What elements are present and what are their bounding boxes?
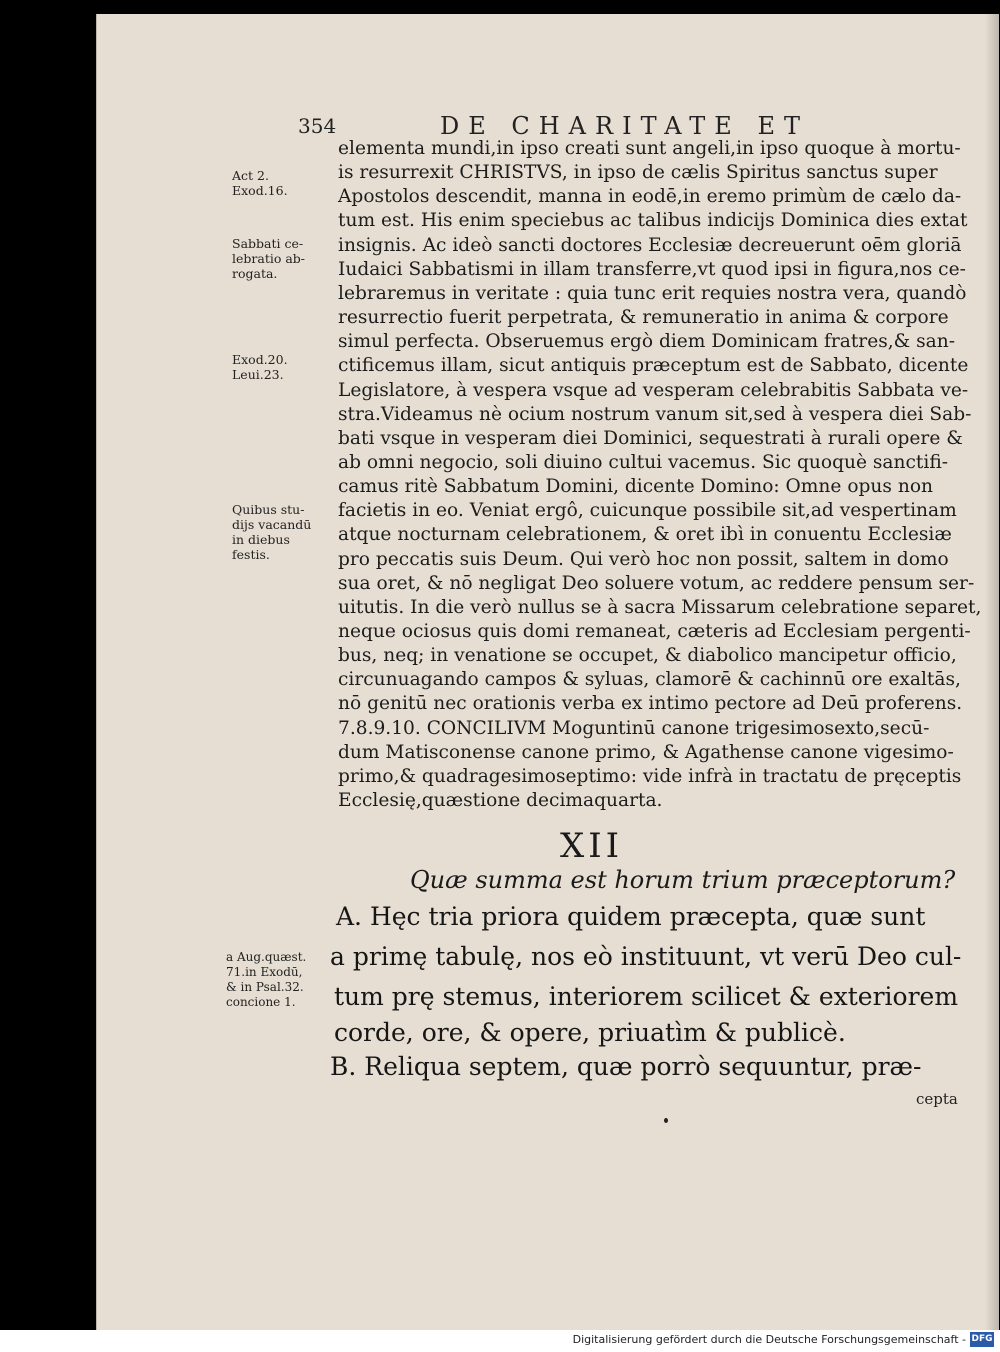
answer-line: B. Reliqua septem, quæ porrò sequuntur, præ- bbox=[330, 1052, 922, 1081]
margin-note-line: rogata. bbox=[232, 266, 278, 281]
body-line: sua oret, & nō negligat Deo soluere votum, ac reddere pensum ser- bbox=[338, 572, 975, 594]
catchword: cepta bbox=[916, 1090, 958, 1108]
body-line: lebraremus in veritate : quia tunc erit requies nostra vera, quandò bbox=[338, 282, 967, 304]
body-line: nō genitū nec orationis verba ex intimo pectore ad Deū proferens. bbox=[338, 693, 963, 715]
margin-note bbox=[232, 168, 288, 198]
body-line: bus, neq; in venatione se occupet, & diabolico mancipetur officio, bbox=[338, 645, 957, 667]
margin-note-line: a Aug.quæst. bbox=[226, 950, 307, 964]
body-line: ctificemus illam, sicut antiquis præceptum est de Sabbato, dicente bbox=[338, 355, 969, 377]
answer-line: tum prę stemus, interiorem scilicet & exteriorem bbox=[334, 982, 959, 1011]
body-line: Ecclesię,quæstione decimaquarta. bbox=[338, 790, 663, 812]
body-line: insignis. Ac ideò sancti doctores Ecclesiæ decreuerunt oēm gloriā bbox=[338, 234, 962, 256]
margin-note-line: in diebus bbox=[232, 532, 290, 547]
body-line: circunuagando campos & syluas, clamorē & cachinnū ore exaltās, bbox=[338, 669, 961, 691]
page-gutter-shadow bbox=[985, 14, 999, 1330]
answer-line: corde, ore, & opere, priuatìm & publicè. bbox=[334, 1018, 846, 1047]
body-line: tum est. His enim speciebus ac talibus indicijs Dominica dies extat bbox=[338, 210, 968, 232]
body-line: Apostolos descendit, manna in eodē,in eremo primùm de cælo da- bbox=[338, 186, 962, 208]
body-line: elementa mundi,in ipso creati sunt angeli,in ipso quoque à mortu- bbox=[338, 138, 961, 159]
body-line: Iudaici Sabbatismi in illam transferre,vt quod ipsi in figura,nos ce- bbox=[338, 258, 966, 280]
margin-note bbox=[226, 950, 306, 1010]
body-line: stra.Videamus nè ocium nostrum vanum sit,sed à vespera diei Sab- bbox=[338, 403, 972, 425]
body-line: atque nocturnam celebrationem, & oret ibì in conuentu Ecclesiæ bbox=[338, 524, 952, 546]
running-title: DE CHARITATE ET bbox=[440, 112, 809, 140]
margin-note-line: lebratio ab- bbox=[232, 251, 306, 266]
margin-note-line: Exod.20. bbox=[232, 352, 288, 367]
margin-note-line: Sabbati ce- bbox=[232, 236, 304, 251]
body-line: uitutis. In die verò nullus se à sacra Missarum celebratione separet, bbox=[338, 596, 982, 618]
answer-line: A. Hęc tria priora quidem præcepta, quæ sunt bbox=[336, 902, 926, 931]
answer-line: a primę tabulę, nos eò instituunt, vt verū Deo cul- bbox=[330, 942, 962, 971]
footer-bar bbox=[0, 1330, 1000, 1352]
body-line: Legislatore, à vespera vsque ad vesperam celebrabitis Sabbata ve- bbox=[338, 379, 969, 401]
body-line: facietis in eo. Veniat ergô, cuicunque possibile sit,ad vespertinam bbox=[338, 500, 957, 522]
body-line: simul perfecta. Obseruemus ergò diem Dominicam fratres,& san- bbox=[338, 331, 955, 353]
body-line: primo,& quadragesimoseptimo: vide infrà in tractatu de pręceptis bbox=[338, 765, 962, 787]
margin-note bbox=[232, 352, 288, 382]
page-number: 354 bbox=[298, 114, 337, 138]
margin-note-line: 71.in Exodū, bbox=[226, 965, 303, 979]
body-line: neque ociosus quis domi remaneat, cæteris ad Ecclesiam pergenti- bbox=[338, 621, 971, 642]
dfg-logo: DFG bbox=[970, 1332, 994, 1347]
body-line: bati vsque in vesperam diei Dominici, sequestrati à rurali opere & bbox=[338, 427, 963, 449]
margin-note-line: Exod.16. bbox=[232, 183, 288, 198]
margin-note bbox=[232, 236, 305, 281]
margin-note-line: festis. bbox=[232, 547, 270, 562]
body-line: dum Matisconense canone primo, & Agathense canone vigesimo- bbox=[338, 741, 954, 763]
body-line: resurrectio fuerit perpetrata, & remuneratio in anima & corpore bbox=[338, 307, 949, 329]
body-line: ab omni negocio, soli diuino cultui vacemus. Sic quoquè sanctifi- bbox=[338, 451, 949, 473]
margin-note-line: Leui.23. bbox=[232, 367, 284, 382]
section-number: XII bbox=[560, 826, 624, 866]
margin-note-line: Act 2. bbox=[232, 168, 269, 183]
margin-note-line: Quibus stu- bbox=[232, 502, 305, 517]
margin-note bbox=[232, 502, 311, 562]
page-header bbox=[0, 114, 1000, 140]
margin-note-line: & in Psal.32. bbox=[226, 980, 304, 994]
margin-note-line: concione 1. bbox=[226, 995, 296, 1009]
body-line: is resurrexit CHRISTVS, in ipso de cælis Spiritus sanctus super bbox=[338, 162, 938, 184]
footer-credit: Digitalisierung gefördert durch die Deutsche Forschungsgemeinschaft - bbox=[572, 1333, 966, 1346]
margin-note-line: dijs vacandū bbox=[232, 517, 312, 532]
ink-dot bbox=[664, 1118, 668, 1123]
section-question: Quæ summa est horum trium præceptorum? bbox=[410, 866, 956, 894]
body-line: 7.8.9.10. CONCILIVM Moguntinū canone trigesimosexto,secū- bbox=[338, 717, 930, 739]
body-line: camus ritè Sabbatum Domini, dicente Domino: Omne opus non bbox=[338, 476, 933, 498]
body-line: pro peccatis suis Deum. Qui verò hoc non possit, saltem in domo bbox=[338, 548, 949, 570]
